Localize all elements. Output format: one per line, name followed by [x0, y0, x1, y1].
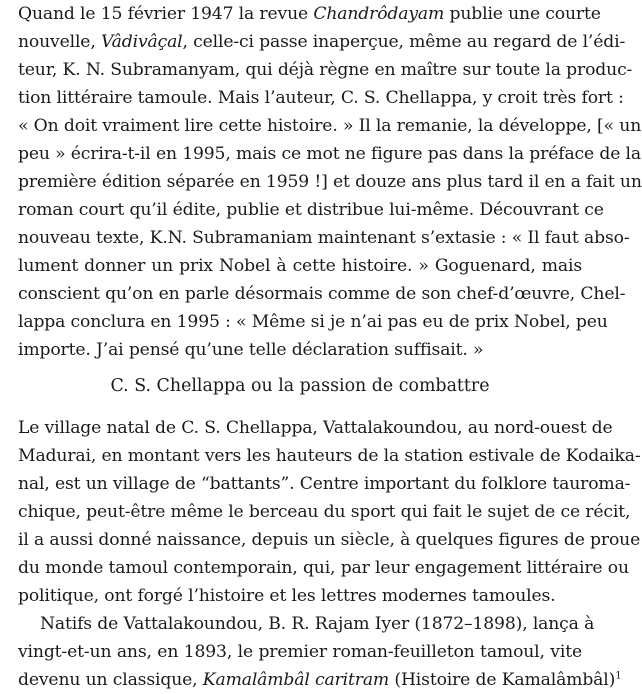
text-line: politique, ont forgé l’histoire et les lettres modernes tamoules.	[18, 586, 556, 606]
story-title: Vâdivâçal	[100, 32, 183, 52]
text-line: première édition séparée en 1959 !] et douze ans plus tard il en a fait un	[18, 172, 642, 192]
text-line: Natifs de Vattalakoundou, B. R. Rajam Iyer (1872–1898), lança à	[40, 614, 595, 634]
text-line: lument donner un prix Nobel à cette histoire. » Goguenard, mais	[18, 256, 582, 276]
text-line: « On doit vraiment lire cette histoire. » Il la remanie, la développe, [« un	[18, 116, 642, 136]
text-line: teur, K. N. Subramanyam, qui déjà règne en maître sur toute la produc-	[18, 60, 633, 80]
text-line: vingt-et-un ans, en 1893, le premier roman-feuilleton tamoul, vite	[18, 642, 582, 662]
text-line: Quand le 15 février 1947 la revue Chandrôdayam publie une courte	[18, 4, 601, 24]
text-line: nouveau texte, K.N. Subramaniam maintenant s’extasie : « Il faut abso-	[18, 228, 630, 248]
text-line: tion littéraire tamoule. Mais l’auteur, C. S. Chellappa, y croit très fort :	[18, 88, 624, 108]
text-line: nouvelle, Vâdivâçal, celle-ci passe inaperçue, même au regard de l’édi-	[18, 32, 626, 52]
text-line: importe. J’ai pensé qu’une telle déclaration suffisait. »	[18, 340, 484, 360]
section-heading: C. S. Chellappa ou la passion de combattre	[110, 376, 490, 396]
text-line: lappa conclura en 1995 : « Même si je n’ai pas eu de prix Nobel, peu	[18, 312, 608, 332]
text-line: nal, est un village de “battants”. Centre important du folklore tauroma-	[18, 474, 631, 494]
text-line: il a aussi donné naissance, depuis un siècle, à quelques figures de proue	[18, 530, 641, 550]
text-line: peu » écrira-t-il en 1995, mais ce mot ne figure pas dans la préface de la	[18, 144, 641, 164]
novel-title: Kamalâmbâl caritram	[202, 670, 390, 690]
text-line: Madurai, en montant vers les hauteurs de la station estivale de Kodaika-	[18, 446, 641, 466]
text-line: roman court qu’il édite, publie et distribue lui-même. Découvrant ce	[18, 200, 604, 220]
footnote-marker[interactable]: 1	[615, 670, 622, 682]
text-line: devenu un classique, Kamalâmbâl caritram (Histoire de Kamalâmbâl)$^1$	[18, 670, 622, 690]
text-line: chique, peut-être même le berceau du sport qui fait le sujet de ce récit,	[18, 502, 631, 522]
text-line: du monde tamoul contemporain, qui, par leur engagement littéraire ou	[18, 558, 629, 578]
text-line: conscient qu’on en parle désormais comme de son chef-d’œuvre, Chel-	[18, 284, 626, 304]
journal-title: Chandrôdayam	[313, 4, 445, 24]
text-line: Le village natal de C. S. Chellappa, Vattalakoundou, au nord-ouest de	[18, 418, 613, 438]
